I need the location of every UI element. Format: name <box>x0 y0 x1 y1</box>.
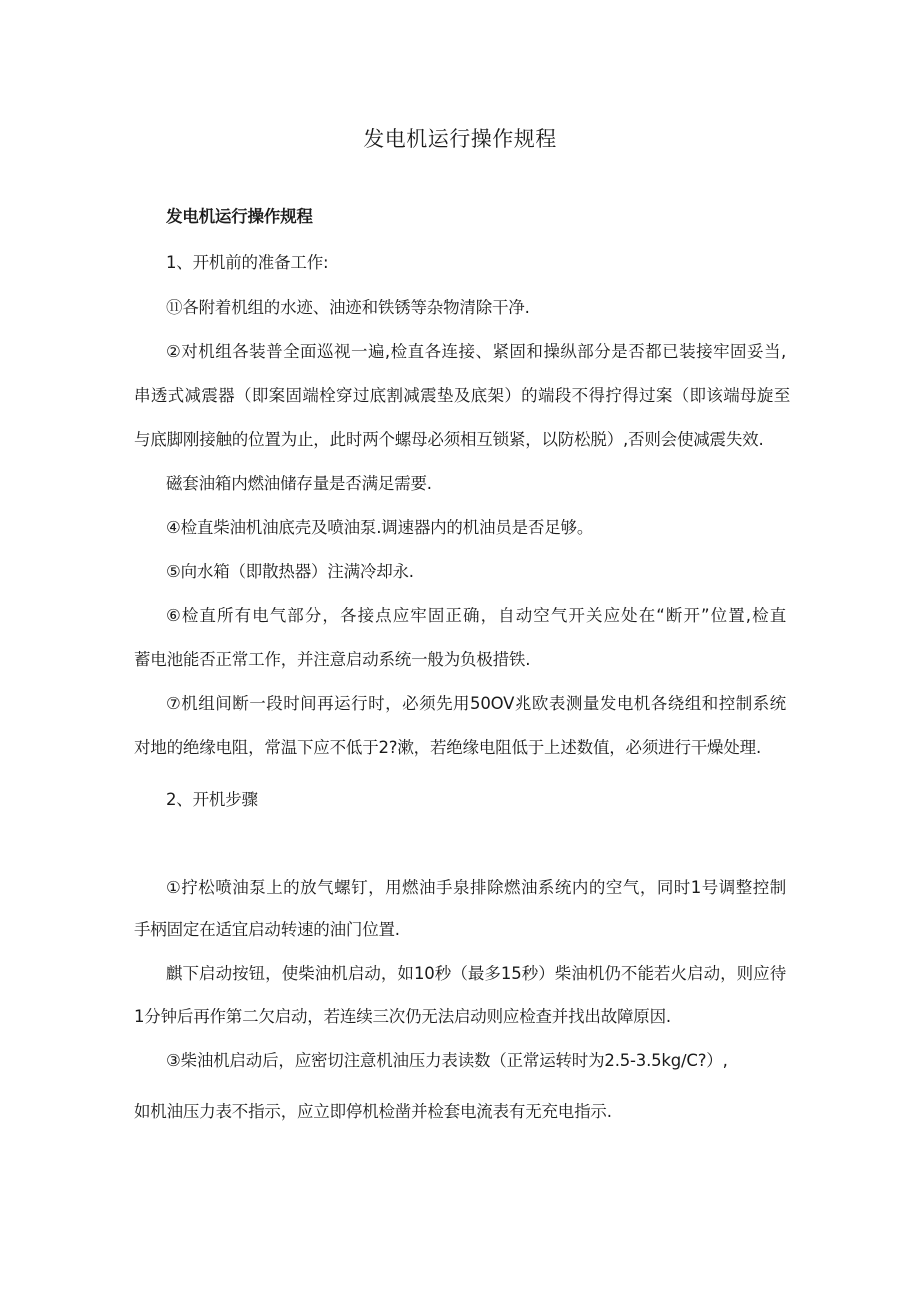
part1-item2-line2: 串透式减震器（即案固端栓穿过底割减震垫及底架）的端段不得拧得过案（即该端母旋至 <box>134 386 790 405</box>
part2-item3-line1: ③柴油机启动后，应密切注意机油压力表读数（正常运转时为2.5-3.5kg∕C?）, <box>166 1051 728 1070</box>
part1-item7-line1: ⑦机组间断一段时间再运行时，必须先用50OV兆欧表测量发电机各绕组和控制系统 <box>166 694 786 713</box>
part2-item3-line2: 如机油压力表不指示，应立即停机检凿并检套电流表有无充电指示. <box>134 1102 612 1121</box>
part1-item6-line1: ⑥检直所有电气部分，各接点应牢固正确，自动空气开关应处在“断开”位置,检直 <box>166 606 786 625</box>
part2-item2-line2: 1分钟后再作第二欠启动，若连续三次仍无法启动则应检查并找出故障原因. <box>134 1007 671 1026</box>
part1-item3: 磁套油箱内燃油储存量是否满足需要. <box>166 474 432 493</box>
part2-item1-line1: ①拧松喷油泵上的放气螺钉，用燃油手泉排除燃油系统内的空气，同时1号调整控制 <box>166 878 786 897</box>
part1-item6-line2: 蓄电池能否正常工作，并注意启动系统一般为负极措铁. <box>134 650 531 669</box>
part1-item2-line1: ②对机组各装普全面巡视一遍,检直各连接、紧固和操纵部分是否都已装接牢固妥当, <box>166 342 786 361</box>
part1-item1: ⑪各附着机组的水迹、油迹和铁锈等杂物清除干净. <box>166 298 530 317</box>
part2-heading: 2、开机步骤 <box>166 790 258 809</box>
part1-item5: ⑤向水箱（即散热器）注满冷却永. <box>166 562 414 581</box>
part1-item4: ④检直柴油机油底壳及喷油泵.调速器内的机油员是否足够。 <box>166 518 594 537</box>
part1-item7-line2: 对地的绝缘电阻，常温下应不低于2?漱，若绝缘电阻低于上述数值，必须进行干燥处理. <box>134 738 762 757</box>
part2-item1-line2: 手柄固定在适宜启动转速的油门位置. <box>134 920 400 939</box>
part2-item2-line1: 麒下启动按钮，使柴油机启动，如10秒（最多15秒）柴油机仍不能若火启动，则应待 <box>166 964 786 983</box>
part1-item2-line3: 与底脚刚接触的位置为止，此时两个螺母必须相互锁紧，以防松脱）,否则会使减震失效. <box>134 430 764 449</box>
section-heading: 发电机运行操作规程 <box>166 207 313 226</box>
document-title: 发电机运行操作规程 <box>363 127 557 151</box>
part1-heading: 1、开机前的准备工作: <box>166 253 329 272</box>
